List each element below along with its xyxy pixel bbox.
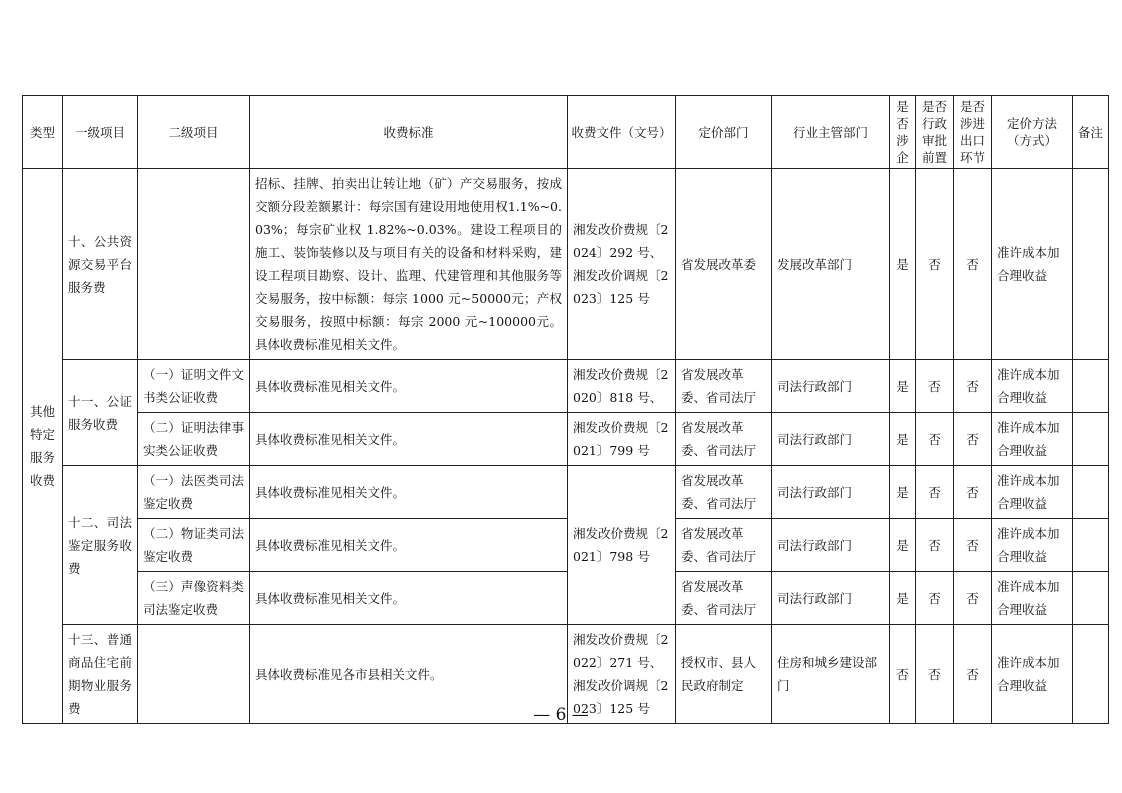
standard-cell: 招标、挂牌、拍卖出让转让地（矿）产交易服务，按成交额分段差额累计：每宗国有建设用地使用权1.1%~0.03%；每宗矿业权 1.82%~0.03%。建设工程项目的施工、装饰装修以及与项目有关的设备和材料采购，建设工程项目勘察、设计、监理、代建管理和其他服务等交易服务，按中标额：每宗 1000 元~50000元；产权交易服务，按照中标额：每宗 2000 元~100000元。具体收费标准见相关文件。: [250, 169, 568, 360]
remark-cell: [1073, 169, 1109, 360]
level1-cell: 十三、普通商品住宅前期物业服务费: [63, 625, 138, 724]
page-number: — 6 —: [533, 705, 589, 725]
header-doc: 收费文件（文号）: [568, 96, 676, 169]
table-row: [23, 360, 1109, 413]
table-row: [23, 169, 1109, 360]
enterprise-cell: 否: [890, 625, 916, 724]
pricing-dept-cell: 省发展改革委、省司法厅: [676, 413, 772, 466]
admin-approval-cell: 否: [916, 572, 954, 625]
industry-dept-cell: 司法行政部门: [772, 572, 890, 625]
industry-dept-cell: 住房和城乡建设部门: [772, 625, 890, 724]
level2-cell: （三）声像资料类司法鉴定收费: [138, 572, 250, 625]
admin-approval-cell: 否: [916, 519, 954, 572]
header-level1: 一级项目: [63, 96, 138, 169]
standard-cell: 具体收费标准见相关文件。: [250, 360, 568, 413]
admin-approval-cell: 否: [916, 466, 954, 519]
doc-cell: 湘发改价费规〔2021〕799 号: [568, 413, 676, 466]
standard-cell: 具体收费标准见相关文件。: [250, 413, 568, 466]
import-export-cell: 否: [954, 169, 992, 360]
level2-cell: （一）法医类司法鉴定收费: [138, 466, 250, 519]
industry-dept-cell: 司法行政部门: [772, 360, 890, 413]
table-row: [23, 572, 1109, 625]
enterprise-cell: 是: [890, 413, 916, 466]
level1-cell: 十、公共资源交易平台服务费: [63, 169, 138, 360]
industry-dept-cell: 司法行政部门: [772, 413, 890, 466]
pricing-dept-cell: 省发展改革委: [676, 169, 772, 360]
header-remark: 备注: [1073, 96, 1109, 169]
import-export-cell: 否: [954, 360, 992, 413]
pricing-dept-cell: 省发展改革委、省司法厅: [676, 519, 772, 572]
enterprise-cell: 是: [890, 360, 916, 413]
level2-cell: （二）物证类司法鉴定收费: [138, 519, 250, 572]
header-row: [23, 96, 1109, 169]
admin-approval-cell: 否: [916, 413, 954, 466]
standard-cell: 具体收费标准见相关文件。: [250, 466, 568, 519]
doc-cell: 湘发改价费规〔2022〕271 号、湘发改价调规〔2023〕125 号: [568, 625, 676, 724]
header-enterprise: 是否涉企: [890, 96, 916, 169]
enterprise-cell: 是: [890, 169, 916, 360]
remark-cell: [1073, 572, 1109, 625]
pricing-dept-cell: 授权市、县人民政府制定: [676, 625, 772, 724]
industry-dept-cell: 司法行政部门: [772, 519, 890, 572]
header-type: 类型: [23, 96, 63, 169]
enterprise-cell: 是: [890, 519, 916, 572]
import-export-cell: 否: [954, 413, 992, 466]
standard-cell: 具体收费标准见相关文件。: [250, 572, 568, 625]
level2-cell: （二）证明法律事实类公证收费: [138, 413, 250, 466]
remark-cell: [1073, 413, 1109, 466]
table-row: [23, 466, 1109, 519]
admin-approval-cell: 否: [916, 360, 954, 413]
pricing-dept-cell: 省发展改革委、省司法厅: [676, 572, 772, 625]
category-cell: 其他特定服务收费: [23, 169, 63, 724]
header-method: 定价方法（方式）: [992, 96, 1073, 169]
table-row: [23, 519, 1109, 572]
fee-table: [22, 95, 1109, 724]
level1-cell: 十二、司法鉴定服务收费: [63, 466, 138, 625]
header-level2: 二级项目: [138, 96, 250, 169]
level2-cell: （一）证明文件文书类公证收费: [138, 360, 250, 413]
import-export-cell: 否: [954, 466, 992, 519]
industry-dept-cell: 发展改革部门: [772, 169, 890, 360]
remark-cell: [1073, 466, 1109, 519]
method-cell: 准许成本加合理收益: [992, 519, 1073, 572]
method-cell: 准许成本加合理收益: [992, 625, 1073, 724]
standard-cell: 具体收费标准见相关文件。: [250, 519, 568, 572]
admin-approval-cell: 否: [916, 169, 954, 360]
import-export-cell: 否: [954, 625, 992, 724]
remark-cell: [1073, 519, 1109, 572]
pricing-dept-cell: 省发展改革委、省司法厅: [676, 466, 772, 519]
header-industry-dept: 行业主管部门: [772, 96, 890, 169]
enterprise-cell: 是: [890, 466, 916, 519]
pricing-dept-cell: 省发展改革委、省司法厅: [676, 360, 772, 413]
method-cell: 准许成本加合理收益: [992, 360, 1073, 413]
method-cell: 准许成本加合理收益: [992, 572, 1073, 625]
enterprise-cell: 是: [890, 572, 916, 625]
standard-cell: 具体收费标准见各市县相关文件。: [250, 625, 568, 724]
admin-approval-cell: 否: [916, 625, 954, 724]
header-admin-approval: 是否行政审批前置: [916, 96, 954, 169]
doc-cell: 湘发改价费规〔2024〕292 号、湘发改价调规〔2023〕125 号: [568, 169, 676, 360]
method-cell: 准许成本加合理收益: [992, 413, 1073, 466]
import-export-cell: 否: [954, 572, 992, 625]
header-pricing-dept: 定价部门: [676, 96, 772, 169]
industry-dept-cell: 司法行政部门: [772, 466, 890, 519]
header-import-export: 是否涉进出口环节: [954, 96, 992, 169]
doc-cell: 湘发改价费规〔2020〕818 号、: [568, 360, 676, 413]
method-cell: 准许成本加合理收益: [992, 169, 1073, 360]
doc-cell: 湘发改价费规〔2021〕798 号: [568, 466, 676, 625]
level1-cell: 十一、公证服务收费: [63, 360, 138, 466]
remark-cell: [1073, 360, 1109, 413]
import-export-cell: 否: [954, 519, 992, 572]
header-standard: 收费标准: [250, 96, 568, 169]
level2-cell: [138, 169, 250, 360]
table-row: [23, 413, 1109, 466]
method-cell: 准许成本加合理收益: [992, 466, 1073, 519]
